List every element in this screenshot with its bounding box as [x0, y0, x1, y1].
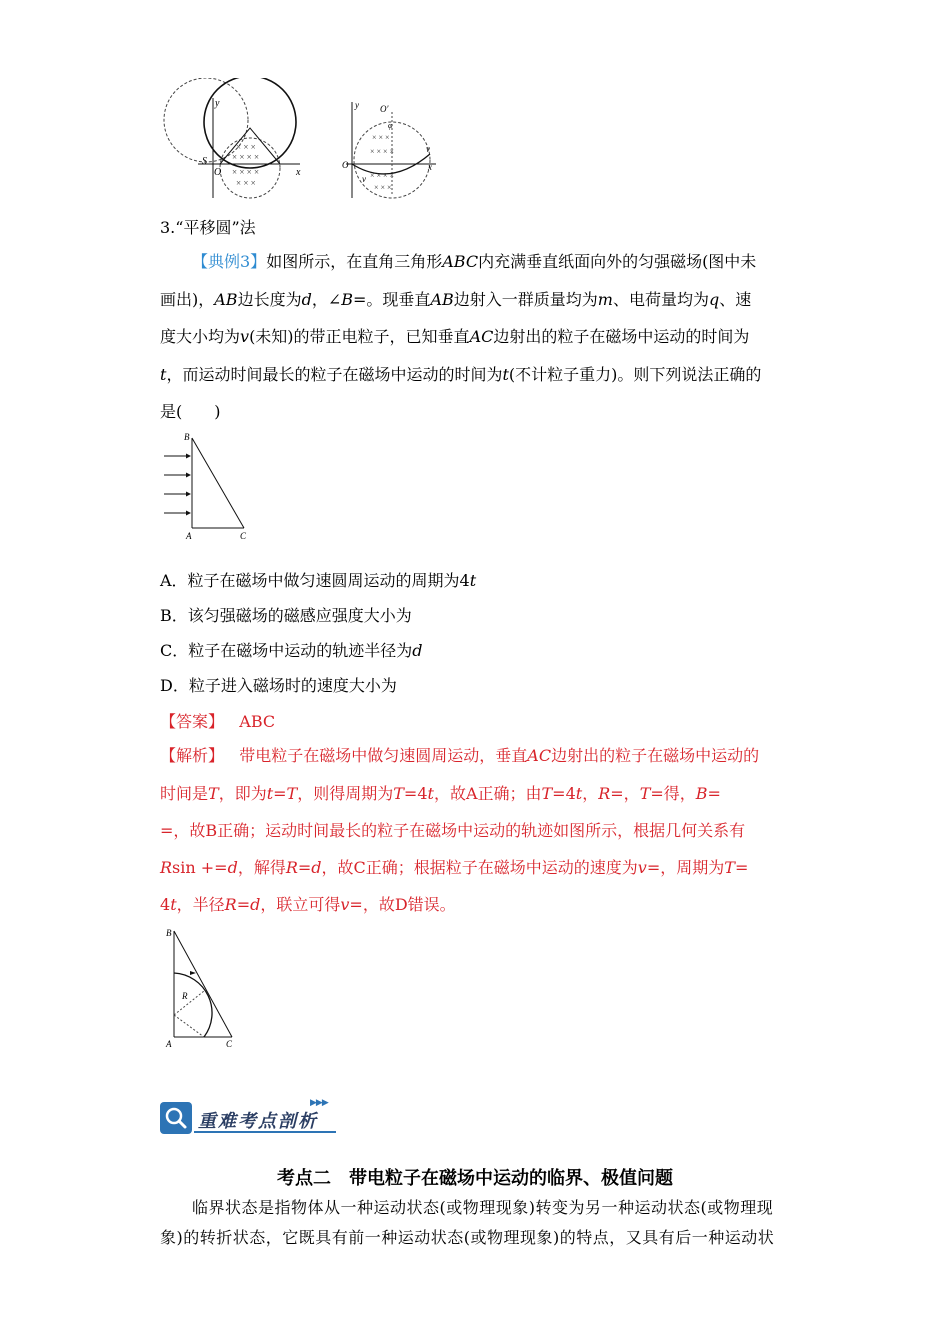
svg-text:× × ×: × × ×	[374, 183, 392, 192]
svg-text:x: x	[296, 167, 301, 178]
analysis-line-1: 【解析】 带电粒子在磁场中做匀速圆周运动，垂直AC边射出的粒子在磁场中运动的	[160, 746, 760, 765]
magnifier-icon	[160, 1102, 192, 1134]
svg-text:y: y	[355, 100, 359, 110]
svg-text:× × × ×: × × × ×	[370, 171, 395, 180]
svg-text:O: O	[342, 160, 349, 170]
figure-shifted-circles	[158, 78, 308, 202]
option-b: B．该匀强磁场的磁感应强度大小为	[160, 606, 412, 625]
option-a: A．粒子在磁场中做匀速圆周运动的周期为4t	[160, 571, 477, 590]
example-line-5: 是( )	[160, 402, 221, 421]
svg-text:B: B	[184, 432, 190, 442]
example-line-2: 画出)，AB边长度为d，∠B=。现垂直AB边射入一群质量均为m、电荷量均为q、速	[160, 290, 752, 309]
svg-text:× × × ×: × × × ×	[370, 147, 395, 156]
option-d: D．粒子进入磁场时的速度大小为	[160, 676, 397, 695]
svg-text:× × × ×: × × × ×	[232, 152, 260, 162]
answer-line: 【答案】 ABC	[160, 712, 276, 731]
svg-text:v: v	[362, 174, 366, 184]
svg-text:C: C	[240, 531, 247, 541]
example-line-4: t，而运动时间最长的粒子在磁场中运动的时间为t(不计粒子重力)。则下列说法正确的	[160, 365, 762, 384]
analysis-line-4: Rsin +=d，解得R=d，故C正确；根据粒子在磁场中运动的速度为v=，周期为T=	[160, 858, 749, 877]
banner-text: 重难考点剖析	[198, 1111, 318, 1132]
svg-text:O: O	[214, 167, 222, 178]
section2-body: 临界状态是指物体从一种运动状态(或物理现象)转变为另一种运动状态(或物理现象)的转折状态，它既具有前一种运动状态(或物理现象)的特点，又具有后一种运动状	[160, 1198, 775, 1247]
analysis-line-3: =，故B正确；运动时间最长的粒子在磁场中运动的轨迹如图所示，根据几何关系有	[160, 821, 746, 840]
example-line-3: 度大小均为v(未知)的带正电粒子，已知垂直AC边射出的粒子在磁场中运动的时间为	[160, 327, 750, 346]
svg-text:R: R	[182, 991, 188, 1001]
svg-text:x: x	[428, 162, 432, 172]
svg-text:× × ×: × × ×	[372, 133, 390, 142]
svg-text:A: A	[186, 531, 192, 541]
svg-text:φ: φ	[388, 121, 393, 130]
svg-text:y: y	[215, 98, 220, 109]
section3-heading: 3.“平移圆”法	[160, 218, 256, 237]
analysis-line-2: 时间是T，即为t=T，则得周期为T=4t，故A正确；由T=4t，R=，T=得，B=	[160, 784, 721, 803]
option-c: C．粒子在磁场中运动的轨迹半径为d	[160, 641, 423, 660]
svg-text:v: v	[426, 144, 430, 154]
figure-trajectory	[160, 925, 240, 1051]
svg-text:C: C	[226, 1039, 233, 1049]
section2-title: 考点二 带电粒子在磁场中运动的临界、极值问题	[277, 1168, 673, 1189]
svg-text:B: B	[166, 928, 172, 938]
svg-text:O′: O′	[380, 104, 389, 114]
figure-rotating-circle	[340, 98, 440, 202]
svg-text:A: A	[166, 1039, 172, 1049]
section-banner: ▶▶▶ 重难考点剖析	[160, 1098, 340, 1136]
svg-text:× × ×: × × ×	[236, 178, 256, 188]
svg-text:× × ×: × × ×	[236, 142, 256, 152]
analysis-line-5: 4t，半径R=d，联立可得v=，故D错误。	[160, 895, 456, 914]
svg-text:× × × ×: × × × ×	[232, 167, 260, 177]
figure-triangle-abc	[162, 430, 257, 542]
svg-text:S: S	[202, 156, 207, 167]
example-line-1: 【典例3】如图所示，在直角三角形ABC内充满垂直纸面向外的匀强磁场(图中未	[192, 252, 757, 271]
